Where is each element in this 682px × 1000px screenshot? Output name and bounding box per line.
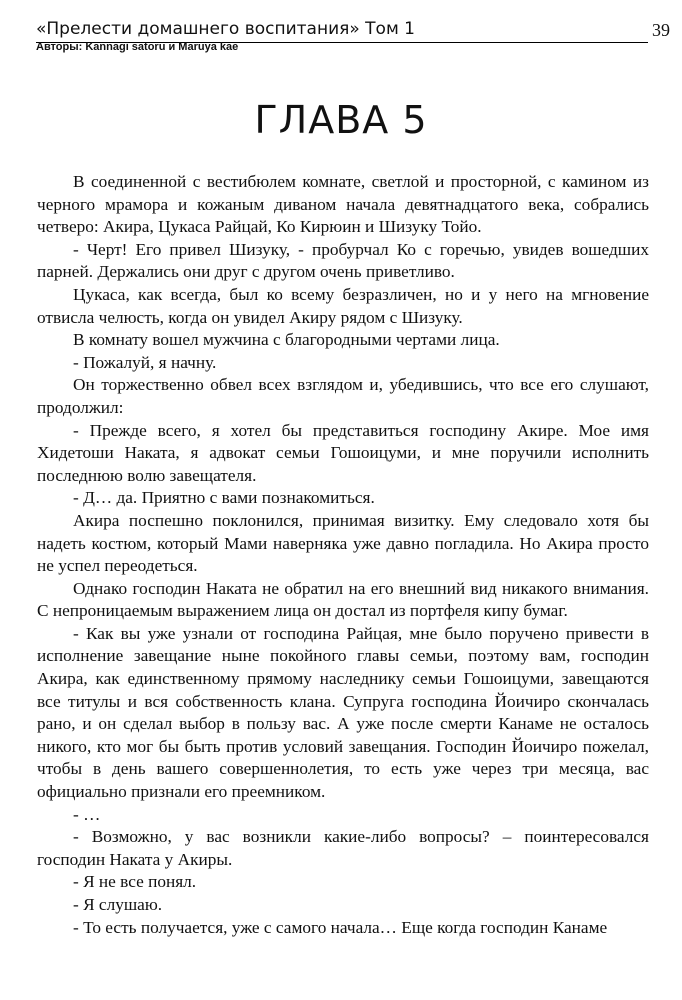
paragraph: - …	[73, 804, 101, 824]
paragraph: - Пожалуй, я начну.	[73, 352, 217, 372]
running-header	[36, 18, 648, 43]
paragraph: Однако господин Наката не обратил на его внешний вид никакого внимания. С непроницаемым выражением лица он достал из портфеля кипу бумаг.	[37, 578, 649, 621]
paragraph: Акира поспешно поклонился, принимая визитку. Ему следовало хотя бы надеть костюм, который Мами наверняка уже давно погладила. Но Акира просто не успел переодеться.	[37, 510, 649, 576]
paragraph: - Я слушаю.	[73, 895, 163, 914]
body-text	[37, 171, 649, 939]
paragraph: В соединенной с вестибюлем комнате, светлой и просторной, с камином из черного мрамора и кожаным диваном начала девятнадцатого века, собрались четверо: Акира, Цукаса Райцай, Ко Кирюин и Шизуку Тойо.	[37, 172, 649, 237]
paragraph: Цукаса, как всегда, был ко всему безразличен, но и у него на мгновение отвисла челюсть, когда он увидел Акиру рядом с Шизуку.	[37, 284, 649, 327]
paragraph: - То есть получается, уже с самого начала… Еще когда господин Канаме	[73, 917, 608, 937]
paragraph: - Прежде всего, я хотел бы представиться господину Акире. Мое имя Хидетоши Наката, я адвокат семьи Гошоицуми, и мне поручили исполнить последнюю волю завещателя.	[37, 420, 649, 485]
paragraph: - Я не все понял.	[73, 872, 197, 892]
chapter-title: ГЛАВА 5	[254, 98, 428, 142]
paragraph: Он торжественно обвел всех взглядом и, убедившись, что все его слушают, продолжил:	[37, 375, 649, 417]
paragraph: - Д… да. Приятно с вами познакомиться.	[73, 488, 375, 508]
paragraph: - Возможно, у вас возникли какие-либо вопросы? – поинтересовался господин Наката у Акиры.	[37, 827, 649, 869]
paragraph: - Черт! Его привел Шизуку, - пробурчал Ко с горечью, увидев вошедших парней. Держались они друг с другом очень приветливо.	[37, 239, 649, 282]
page-number: 39	[652, 20, 670, 40]
paragraph: В комнату вошел мужчина с благородными чертами лица.	[73, 330, 500, 350]
paragraph: - Как вы уже узнали от господина Райцая, мне было поручено привести в исполнение завещание ныне покойного главы семьи, поэтому вам, господин Акира, как единственному прямому наследнику семьи Гошоицуми, завещаются все титулы и вся собственность клана. Супруга господина Йоичиро скончалась рано, и он сделал выбор в пользу вас. А уже после смерти Канаме не осталось никого, кто мог бы быть против условий завещания. Господин Йоичиро пожелал, чтобы в день вашего совершеннолетия, то есть уже через три месяца, вас официально признали его преемником.	[37, 623, 649, 802]
header-title: «Прелести домашнего воспитания» Том 1	[36, 19, 415, 39]
header-authors: Авторы: Kannagi satoru и Maruya kae	[36, 41, 239, 53]
